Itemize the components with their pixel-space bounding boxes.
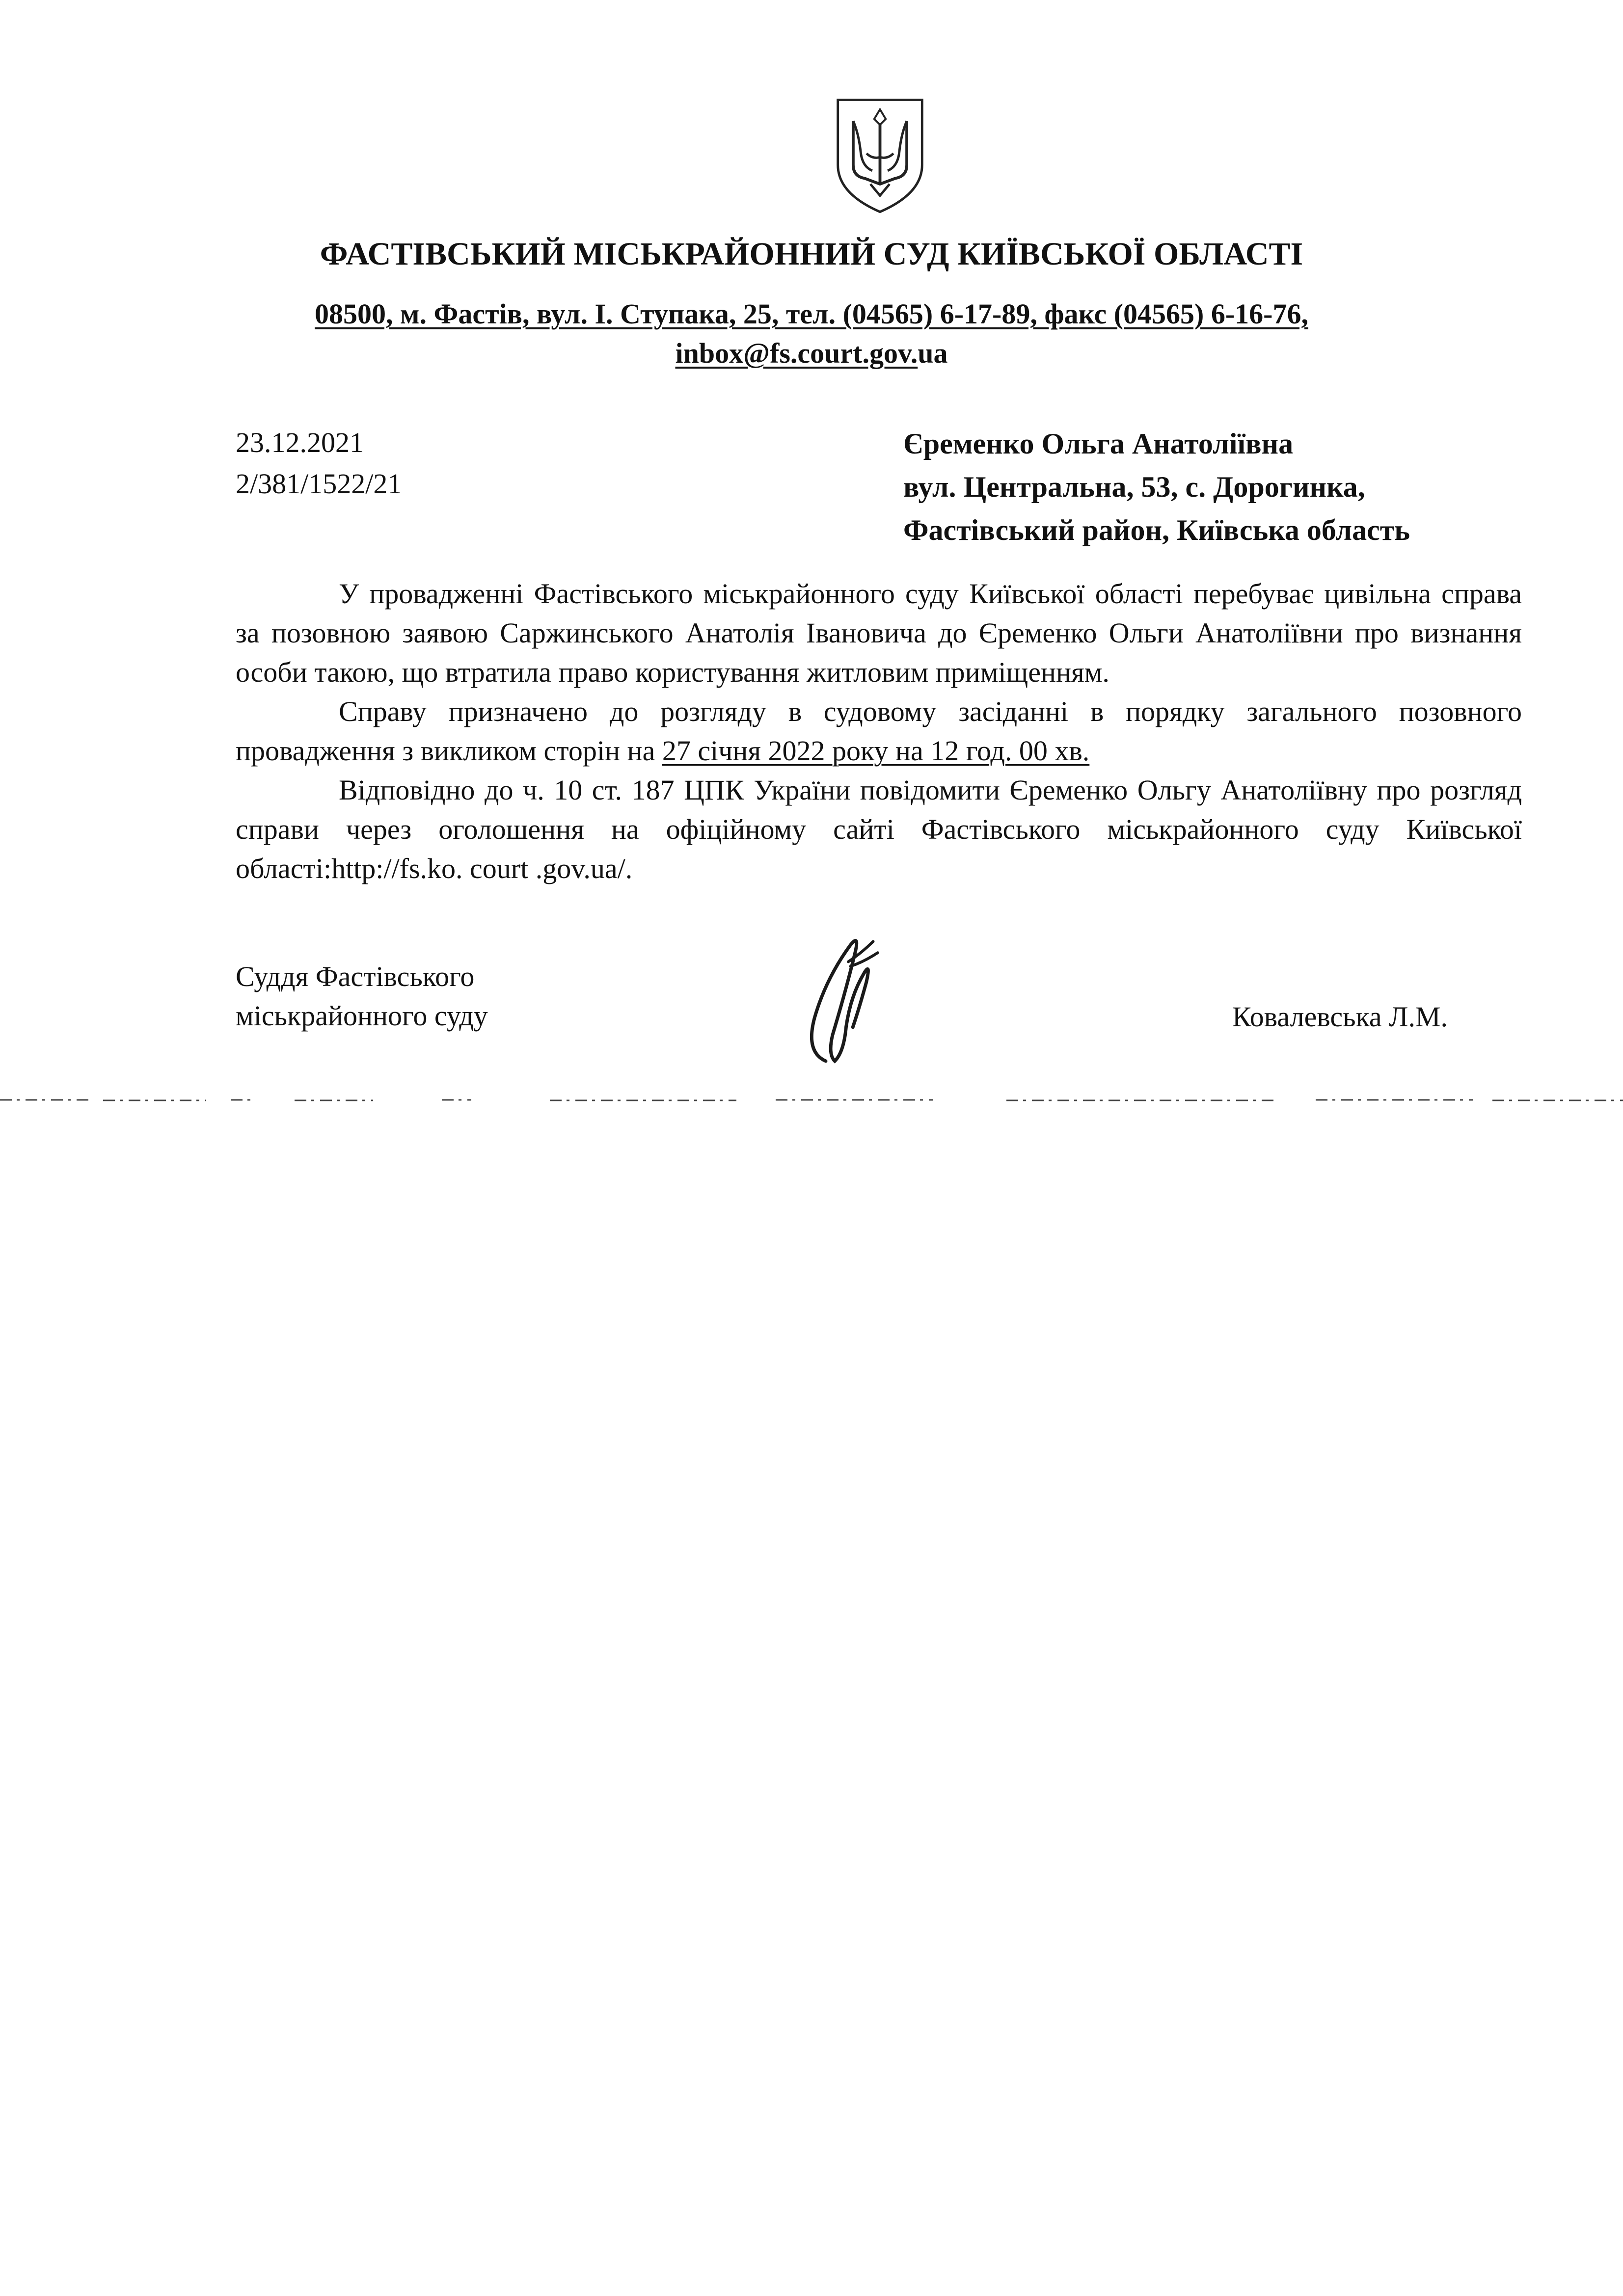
signer-name: Ковалевська Л.М. (1232, 1001, 1448, 1033)
signer-title-line2: міськрайонного суду (236, 1000, 488, 1032)
body-paragraph-hearing (236, 692, 1522, 771)
letter-date: 23.12.2021 (236, 427, 364, 458)
court-address (0, 294, 1623, 373)
court-email-link[interactable]: inbox@fs.court.gov. (675, 337, 918, 369)
recipient-address-line2: Фастівський район, Київська область (903, 514, 1410, 546)
hearing-text: Справу призначено до розгляду в судовому засіданні в порядку загального позовного провадження з викликом сторін на (236, 695, 1522, 767)
recipient-address-line1: вул. Центральна, 53, с. Дорогинка, (903, 471, 1365, 503)
scan-artifact-divider (0, 1097, 1623, 1103)
letter-body (236, 574, 1522, 888)
handwritten-signature-icon (781, 928, 893, 1075)
signer-title-line1: Суддя Фастівського (236, 961, 475, 992)
recipient-name: Єременко Ольга Анатоліївна (903, 427, 1294, 460)
body-paragraph-case: У провадженні Фастівського міськрайонного суду Київської області перебуває цивільна справа за позовною заявою Саржинського Анатолія Івановича до Єременко Ольги Анатоліївни про визнання особи такою, що втратила право користування житловим приміщенням. (236, 578, 1522, 688)
court-name-heading: ФАСТІВСЬКИЙ МІСЬКРАЙОННИЙ СУД КИЇВСЬКОЇ ОБЛАСТІ (320, 236, 1303, 272)
body-paragraph-notice: Відповідно до ч. 10 ст. 187 ЦПК України повідомити Єременко Ольгу Анатоліївну про розгляд справи через оголошення на офіційному сайті Фастівського міськрайонного суду Київської області:http://fs.ko. court .gov.ua/. (236, 774, 1522, 884)
court-email-tail: ua (918, 337, 948, 369)
signer-title (236, 957, 488, 1036)
hearing-date: 27 січня 2022 року на 12 год. 00 хв. (662, 735, 1090, 767)
letter-meta (236, 422, 402, 505)
court-contacts-line: 08500, м. Фастів, вул. І. Ступака, 25, тел. (04565) 6-17-89, факс (04565) 6-16-76, (315, 298, 1308, 330)
letter-reference-number: 2/381/1522/21 (236, 468, 402, 500)
trident-coat-of-arms-icon (832, 96, 928, 216)
recipient-block (903, 422, 1410, 552)
